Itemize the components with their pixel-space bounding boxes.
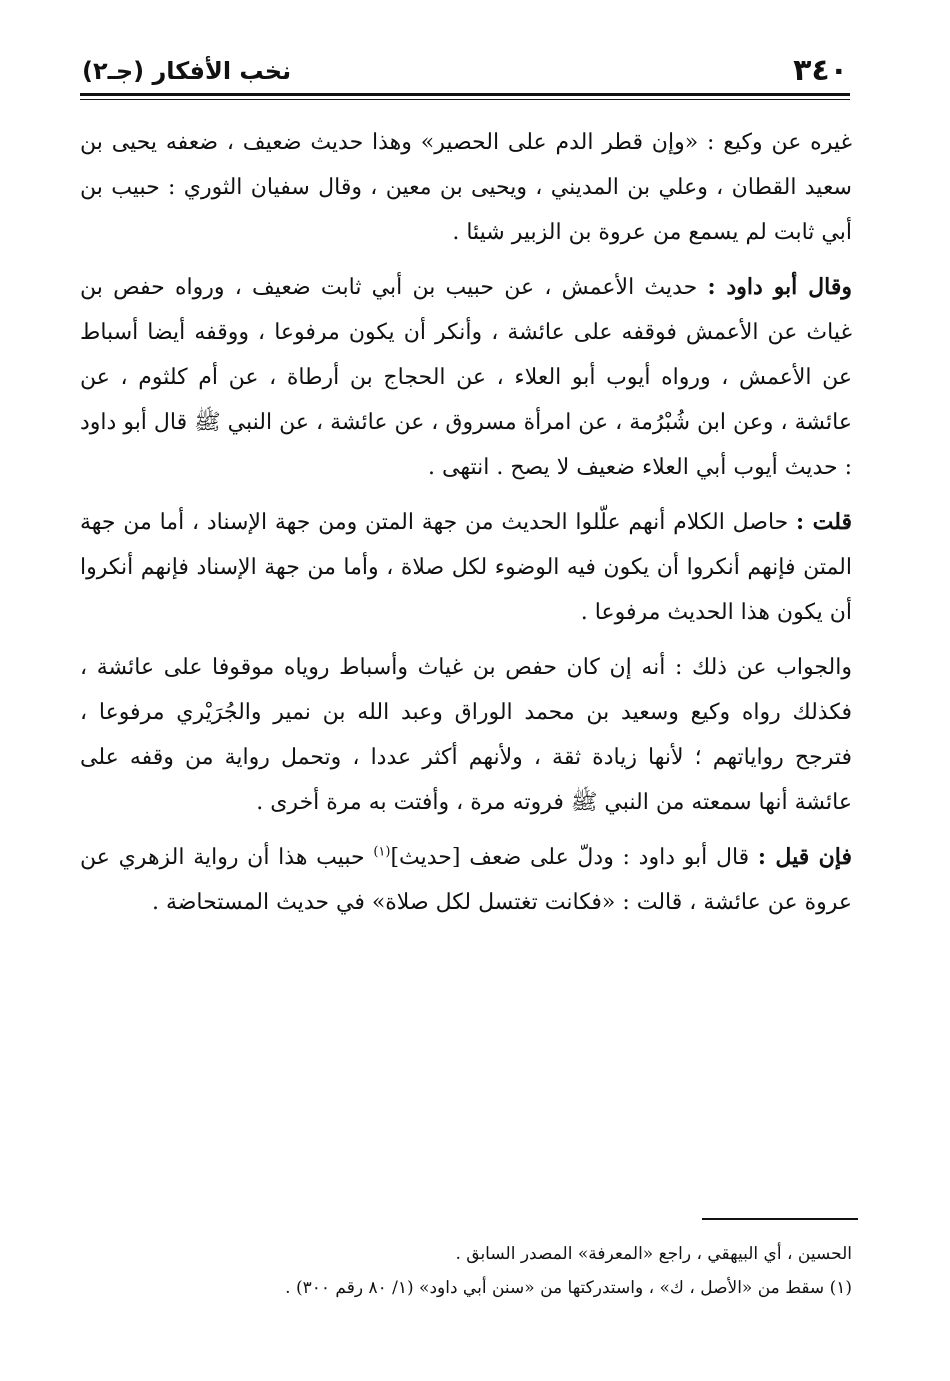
footnotes	[80, 1237, 852, 1305]
page-number: ٣٤٠	[793, 53, 848, 88]
paragraph	[80, 500, 852, 635]
paragraph-lead: فإن قيل :	[757, 844, 852, 870]
paragraph-lead: قلت :	[796, 509, 852, 535]
footnote-separator	[702, 1218, 858, 1220]
footnote: (١) سقط من «الأصل ، ك» ، واستدركتها من «سنن أبي داود» (١/ ٨٠ رقم ٣٠٠) .	[285, 1278, 852, 1298]
header-rule-thin	[80, 99, 850, 100]
paragraph	[80, 120, 852, 255]
header-rule-thick	[80, 93, 850, 96]
paragraph-text: حاصل الكلام أنهم علّلوا الحديث من جهة المتن ومن جهة الإسناد ، أما من جهة المتن فإنهم أنكروا أن يكون فيه الوضوء لكل صلاة ، وأما من جهة الإسناد فإنهم أنكروا أن يكون هذا الحديث مرفوعا .	[80, 510, 852, 625]
paragraph-text: والجواب عن ذلك : أنه إن كان حفص بن غياث وأسباط روياه موقوفا على عائشة ، فكذلك رواه وكيع وسعيد بن محمد الوراق وعبد الله بن نمير والجُرَيْري مرفوعا ، فترجح رواياتهم ؛ لأنها زيادة ثقة ، ولأنهم أكثر عددا ، وتحمل رواية من وقفه على عائشة أنها سمعته من النبي ﷺ فروته مرة ، وأفتت به مرة أخرى .	[80, 655, 852, 815]
main-text	[80, 120, 852, 935]
footnote-marker: (١)	[373, 844, 391, 860]
paragraph-text: غيره عن وكيع : «وإن قطر الدم على الحصير» وهذا حديث ضعيف ، ضعفه يحيى بن سعيد القطان ، وعلي بن المديني ، ويحيى بن معين ، وقال سفيان الثوري : حبيب بن أبي ثابت لم يسمع من عروة بن الزبير شيئا .	[80, 130, 852, 245]
paragraph	[80, 645, 852, 825]
paragraph-text: حديث الأعمش ، عن حبيب بن أبي ثابت ضعيف ، ورواه حفص بن غياث عن الأعمش فوقفه على عائشة ، وأنكر أن يكون مرفوعا ، ووقفه أيضا أسباط عن الأعمش ، ورواه أيوب أبو العلاء ، عن الحجاج بن أرطاة ، عن أم كلثوم ، عن عائشة ، وعن ابن شُبْرُمة ، عن امرأة مسروق ، عن عائشة ، عن النبي ﷺ قال أبو داود : حديث أيوب أبي العلاء ضعيف لا يصح . انتهى .	[80, 275, 852, 480]
paragraph	[80, 265, 852, 490]
paragraph-text-before-note: قال أبو داود : ودلّ على ضعف [حديث]	[390, 845, 758, 870]
paragraph-lead: وقال أبو داود :	[707, 274, 852, 300]
footnote: الحسين ، أي البيهقي ، راجع «المعرفة» المصدر السابق .	[455, 1244, 852, 1264]
paragraph	[80, 835, 852, 925]
page-header	[82, 52, 848, 92]
running-title: نخب الأفكار (جـ٢)	[82, 57, 292, 85]
paragraph-text: حبيب هذا أن رواية الزهري عن عروة عن عائشة ، قالت : «فكانت تغتسل لكل صلاة» في حديث المستحاضة .	[80, 845, 852, 915]
